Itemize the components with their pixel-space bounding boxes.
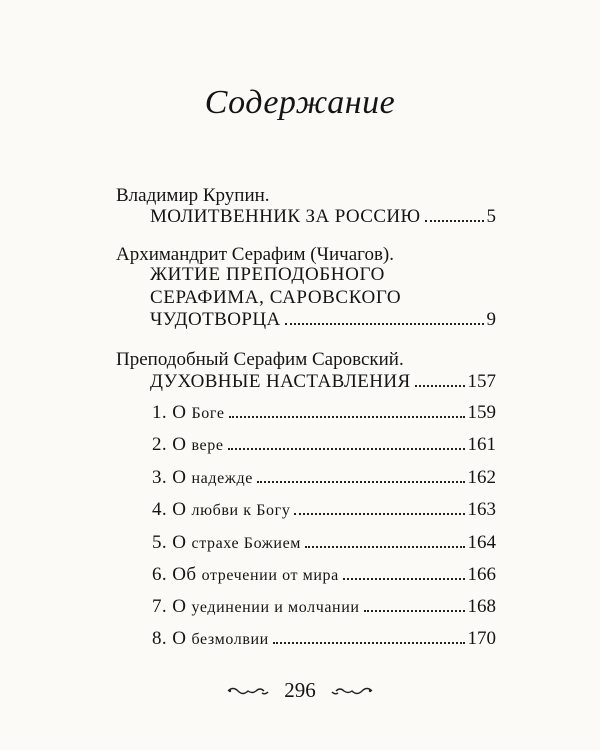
chapter-4-title: 4. О любви к Богу: [152, 499, 291, 520]
section-2-title-line-3: ЧУДОТВОРЦА: [150, 309, 281, 330]
section-2-title-line-1: ЖИТИЕ ПРЕПОДОБНОГО: [150, 264, 385, 285]
toc-chapter-7[interactable]: [152, 594, 496, 621]
page-number: 296: [284, 678, 316, 702]
ornament-left-icon: [226, 684, 270, 698]
chapter-8-page: 170: [467, 628, 496, 649]
chapter-2-page: 161: [467, 434, 496, 455]
toc-chapter-2[interactable]: [152, 432, 496, 459]
chapter-8-title: 8. О безмолвии: [152, 628, 269, 649]
dot-leader: [305, 546, 464, 548]
section-2-author: Архимандрит Серафим (Чичагов).: [116, 244, 394, 265]
chapter-3-title: 3. О надежде: [152, 467, 253, 488]
dot-leader: [294, 513, 464, 515]
section-1-title: МОЛИТВЕННИК ЗА РОССИЮ: [150, 206, 421, 227]
dot-leader: [343, 578, 465, 580]
toc-chapter-3[interactable]: [152, 465, 496, 492]
dot-leader: [425, 220, 484, 222]
section-2-page: 9: [486, 309, 496, 330]
chapter-7-page: 168: [467, 596, 496, 617]
chapter-1-page: 159: [467, 402, 496, 423]
toc-chapter-4[interactable]: [152, 497, 496, 524]
section-3-page: 157: [467, 371, 496, 392]
dot-leader: [364, 610, 465, 612]
dot-leader: [285, 323, 484, 325]
toc-chapter-5[interactable]: [152, 530, 496, 557]
ornament-right-icon: [330, 684, 374, 698]
toc-entry-section-1[interactable]: [150, 204, 496, 230]
section-1-author: Владимир Крупин.: [116, 185, 270, 206]
chapter-1-title: 1. О Боге: [152, 402, 225, 423]
page-title: Содержание: [204, 84, 396, 121]
section-3-author: Преподобный Серафим Саровский.: [116, 349, 404, 370]
dot-leader: [273, 642, 465, 644]
section-2-title-line-2: СЕРАФИМА, САРОВСКОГО: [150, 287, 402, 308]
chapter-2-title: 2. О вере: [152, 434, 224, 455]
chapter-3-page: 162: [467, 467, 496, 488]
chapter-4-page: 163: [467, 499, 496, 520]
chapter-5-title: 5. О страхе Божием: [152, 532, 302, 553]
section-3-title: ДУХОВНЫЕ НАСТАВЛЕНИЯ: [150, 371, 411, 392]
section-1-page: 5: [486, 206, 496, 227]
toc-entry-section-3[interactable]: [150, 369, 496, 395]
dot-leader: [228, 448, 465, 450]
toc-chapter-6[interactable]: [152, 562, 496, 589]
toc-entry-section-2[interactable]: [150, 307, 496, 333]
chapter-5-page: 164: [467, 532, 496, 553]
toc-chapter-8[interactable]: [152, 626, 496, 653]
dot-leader: [229, 416, 465, 418]
toc-chapter-1[interactable]: [152, 400, 496, 427]
chapter-6-page: 166: [467, 564, 496, 585]
dot-leader: [257, 481, 465, 483]
page-footer: [0, 678, 600, 703]
chapter-7-title: 7. О уединении и молчании: [152, 596, 360, 617]
chapter-6-title: 6. Об отречении от мира: [152, 564, 339, 585]
dot-leader: [415, 385, 465, 387]
